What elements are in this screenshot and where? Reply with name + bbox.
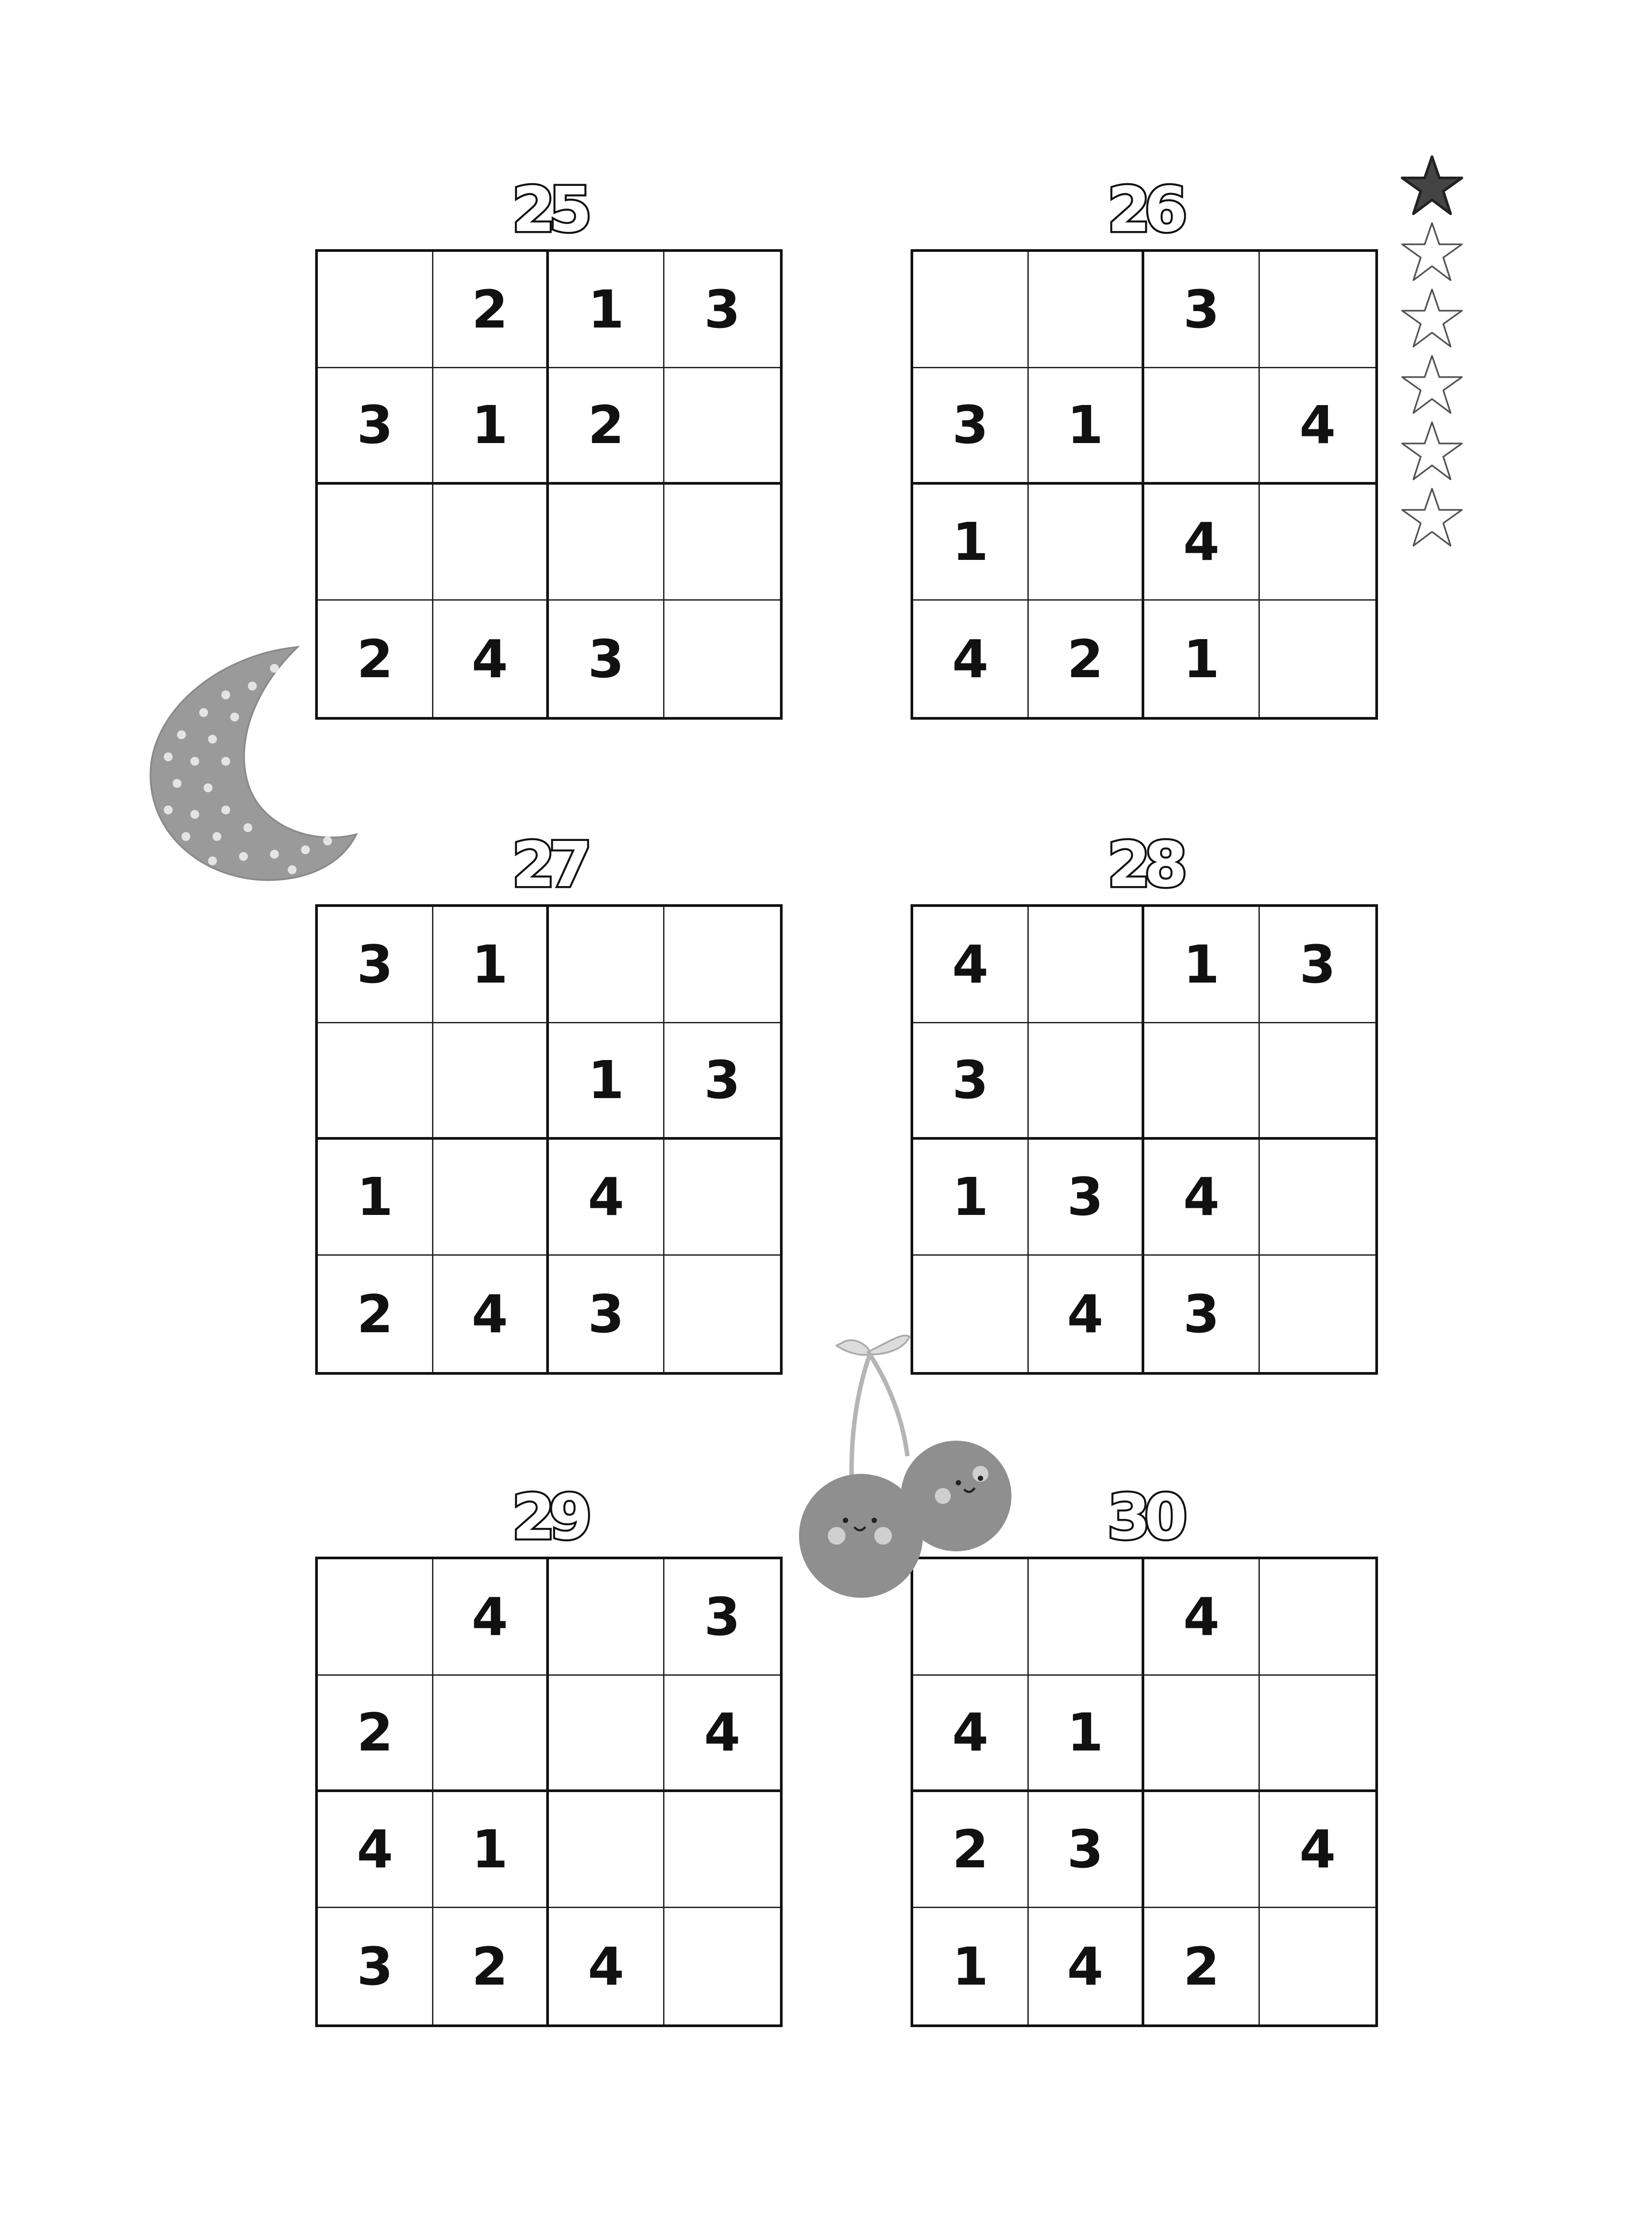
given-cell: 3 [1029, 1140, 1144, 1256]
empty-cell[interactable] [1029, 252, 1144, 368]
given-cell: 4 [433, 601, 549, 717]
empty-cell[interactable] [1260, 1256, 1375, 1372]
empty-cell[interactable] [318, 1023, 433, 1140]
given-cell: 1 [433, 1792, 549, 1908]
given-cell: 1 [549, 1023, 664, 1140]
empty-cell[interactable] [1029, 1023, 1144, 1140]
given-cell: 2 [318, 1256, 433, 1372]
given-cell: 4 [1029, 1908, 1144, 2024]
given-cell: 2 [433, 1908, 549, 2024]
empty-cell[interactable] [913, 252, 1029, 368]
empty-cell[interactable] [549, 1792, 664, 1908]
star-icon [1399, 219, 1465, 285]
given-cell: 3 [1029, 1792, 1144, 1908]
given-cell: 3 [664, 252, 780, 368]
given-cell: 1 [1144, 601, 1260, 717]
empty-cell[interactable] [664, 601, 780, 717]
given-cell: 1 [913, 1140, 1029, 1256]
cherry-icon [784, 1332, 1031, 1607]
given-cell: 2 [549, 368, 664, 485]
given-cell: 2 [1144, 1908, 1260, 2024]
empty-cell[interactable] [549, 907, 664, 1023]
empty-cell[interactable] [664, 485, 780, 601]
given-cell: 1 [913, 485, 1029, 601]
sudoku-grid [911, 904, 1378, 1375]
given-cell: 3 [318, 368, 433, 485]
empty-cell[interactable] [664, 1140, 780, 1256]
star-icon [1399, 485, 1465, 551]
given-cell: 4 [318, 1792, 433, 1908]
sudoku-grid [315, 904, 783, 1375]
given-cell: 1 [1029, 368, 1144, 485]
empty-cell[interactable] [664, 907, 780, 1023]
empty-cell[interactable] [1260, 485, 1375, 601]
empty-cell[interactable] [433, 485, 549, 601]
given-cell: 4 [1144, 485, 1260, 601]
empty-cell[interactable] [1144, 1792, 1260, 1908]
empty-cell[interactable] [664, 368, 780, 485]
given-cell: 3 [318, 907, 433, 1023]
given-cell: 3 [549, 601, 664, 717]
puzzle-number: 30 [1107, 1481, 1181, 1554]
empty-cell[interactable] [1260, 601, 1375, 717]
empty-cell[interactable] [1144, 1676, 1260, 1792]
star-icon [1399, 418, 1465, 485]
given-cell: 1 [1144, 907, 1260, 1023]
given-cell: 4 [913, 1676, 1029, 1792]
empty-cell[interactable] [1260, 1140, 1375, 1256]
empty-cell[interactable] [1260, 1908, 1375, 2024]
empty-cell[interactable] [1029, 1559, 1144, 1676]
given-cell: 2 [318, 601, 433, 717]
given-cell: 2 [433, 252, 549, 368]
given-cell: 3 [664, 1023, 780, 1140]
empty-cell[interactable] [433, 1140, 549, 1256]
sudoku-grid [911, 249, 1378, 720]
given-cell: 1 [318, 1140, 433, 1256]
empty-cell[interactable] [318, 252, 433, 368]
sudoku-grid [315, 1557, 783, 2027]
star-icon [1399, 153, 1465, 219]
puzzle-number: 27 [512, 829, 586, 901]
given-cell: 3 [549, 1256, 664, 1372]
empty-cell[interactable] [1144, 368, 1260, 485]
moon-icon [142, 637, 363, 885]
given-cell: 4 [664, 1676, 780, 1792]
empty-cell[interactable] [549, 1559, 664, 1676]
given-cell: 2 [318, 1676, 433, 1792]
empty-cell[interactable] [664, 1792, 780, 1908]
empty-cell[interactable] [1260, 1559, 1375, 1676]
given-cell: 4 [913, 601, 1029, 717]
given-cell: 1 [433, 907, 549, 1023]
empty-cell[interactable] [664, 1256, 780, 1372]
sudoku-grid [911, 1557, 1378, 2027]
given-cell: 4 [433, 1559, 549, 1676]
given-cell: 3 [318, 1908, 433, 2024]
given-cell: 4 [1144, 1140, 1260, 1256]
empty-cell[interactable] [1029, 485, 1144, 601]
given-cell: 3 [1260, 907, 1375, 1023]
empty-cell[interactable] [433, 1676, 549, 1792]
given-cell: 1 [913, 1908, 1029, 2024]
empty-cell[interactable] [1260, 1676, 1375, 1792]
given-cell: 1 [433, 368, 549, 485]
empty-cell[interactable] [549, 485, 664, 601]
empty-cell[interactable] [318, 1559, 433, 1676]
puzzle-number: 25 [512, 174, 586, 246]
given-cell: 3 [1144, 252, 1260, 368]
puzzle-number: 28 [1107, 829, 1181, 901]
star-icon [1399, 285, 1465, 352]
given-cell: 3 [1144, 1256, 1260, 1372]
given-cell: 3 [664, 1559, 780, 1676]
empty-cell[interactable] [549, 1676, 664, 1792]
given-cell: 2 [1029, 601, 1144, 717]
given-cell: 4 [433, 1256, 549, 1372]
puzzle-number: 26 [1107, 174, 1181, 246]
given-cell: 3 [913, 1023, 1029, 1140]
given-cell: 3 [913, 368, 1029, 485]
given-cell: 1 [1029, 1676, 1144, 1792]
sudoku-grid [315, 249, 783, 720]
given-cell: 4 [1029, 1256, 1144, 1372]
star-icon [1399, 352, 1465, 418]
given-cell: 4 [1260, 368, 1375, 485]
empty-cell[interactable] [1144, 1023, 1260, 1140]
empty-cell[interactable] [318, 485, 433, 601]
empty-cell[interactable] [1260, 1023, 1375, 1140]
given-cell: 1 [549, 252, 664, 368]
difficulty-rating [1399, 153, 1465, 551]
puzzle-number: 29 [512, 1481, 586, 1554]
given-cell: 4 [913, 907, 1029, 1023]
given-cell: 4 [549, 1908, 664, 2024]
empty-cell[interactable] [1029, 907, 1144, 1023]
empty-cell[interactable] [433, 1023, 549, 1140]
given-cell: 2 [913, 1792, 1029, 1908]
given-cell: 4 [549, 1140, 664, 1256]
given-cell: 4 [1260, 1792, 1375, 1908]
empty-cell[interactable] [664, 1908, 780, 2024]
empty-cell[interactable] [1260, 252, 1375, 368]
given-cell: 4 [1144, 1559, 1260, 1676]
